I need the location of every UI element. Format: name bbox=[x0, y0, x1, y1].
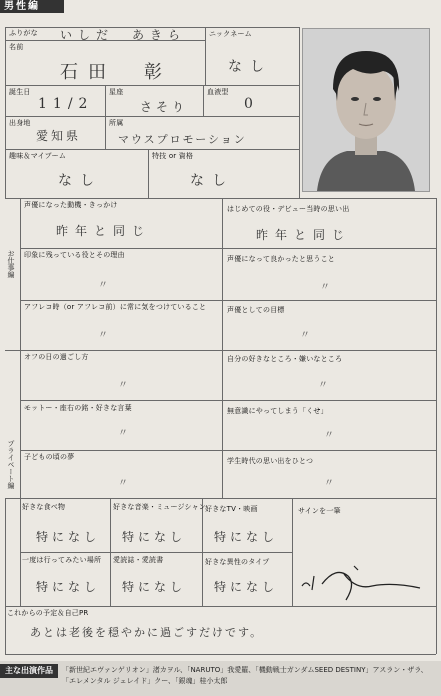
work-section-label: お仕事編 bbox=[7, 250, 15, 278]
nickname-label: ニックネーム bbox=[209, 30, 252, 38]
divider bbox=[5, 654, 436, 655]
work-q3-label: 印象に残っている役とその理由 bbox=[24, 251, 125, 259]
profile-photo bbox=[302, 28, 430, 192]
private-q5-value: 〃 bbox=[118, 478, 128, 489]
work-q1-label: 声優になった動機・きっかけ bbox=[24, 201, 118, 209]
work-q5-label: アフレコ時（or アフレコ前）に常に気をつけていること bbox=[24, 303, 207, 311]
divider bbox=[5, 350, 436, 351]
divider bbox=[20, 198, 21, 350]
furigana-label: ふりがな bbox=[9, 29, 38, 37]
private-q6-label: 学生時代の思い出をひとつ bbox=[227, 457, 314, 465]
music-value: 特になし bbox=[122, 530, 187, 544]
divider bbox=[203, 85, 204, 116]
divider bbox=[5, 606, 436, 607]
private-q5-label: 子どもの頃の夢 bbox=[24, 453, 75, 461]
divider bbox=[292, 498, 293, 606]
place-value: 特になし bbox=[36, 580, 101, 594]
name-label: 名前 bbox=[9, 43, 24, 51]
furigana-value: いしだ あきら bbox=[60, 28, 187, 42]
divider bbox=[148, 149, 149, 198]
divider bbox=[5, 116, 299, 117]
footer-tag: 主な出演作品 bbox=[0, 664, 58, 678]
type-value: 特になし bbox=[214, 580, 279, 594]
private-section-label: プライベート編 bbox=[7, 440, 15, 489]
type-label: 好きな異性のタイプ bbox=[205, 558, 270, 566]
skill-value: なし bbox=[190, 173, 234, 189]
private-q3-label: モットー・座右の銘・好きな言葉 bbox=[24, 404, 132, 412]
blood-label: 血液型 bbox=[207, 88, 229, 96]
blood-value: 0 bbox=[244, 96, 256, 112]
divider bbox=[105, 116, 106, 149]
divider bbox=[5, 27, 6, 198]
divider bbox=[5, 498, 436, 499]
divider bbox=[5, 498, 6, 654]
future-value: あとは老後を穏やかに過ごすだけです。 bbox=[30, 626, 264, 639]
work-q5-value: 〃 bbox=[98, 330, 108, 341]
birthplace-label: 出身地 bbox=[9, 119, 31, 127]
work-q3-value: 〃 bbox=[98, 280, 108, 291]
private-q1-value: 〃 bbox=[118, 380, 128, 391]
hobby-value: なし bbox=[58, 173, 102, 189]
birthday-label: 誕生日 bbox=[9, 88, 31, 96]
work-q6-label: 声優としての目標 bbox=[227, 306, 285, 314]
divider bbox=[436, 498, 437, 654]
birthplace-value: 愛知県 bbox=[36, 129, 82, 143]
food-label: 好きな食べ物 bbox=[22, 503, 66, 511]
work-q1-value: 昨年と同じ bbox=[56, 224, 152, 238]
divider bbox=[5, 198, 436, 199]
tv-value: 特になし bbox=[214, 530, 279, 544]
work-q4-value: 〃 bbox=[320, 282, 330, 293]
divider bbox=[299, 27, 300, 198]
work-q2-label: はじめての役・デビュー当時の思い出 bbox=[227, 205, 350, 213]
work-q6-value: 〃 bbox=[300, 330, 310, 341]
book-label: 愛読誌・愛読書 bbox=[113, 556, 164, 564]
signature-image bbox=[296, 560, 432, 602]
divider bbox=[20, 248, 436, 249]
private-q2-value: 〃 bbox=[318, 380, 328, 391]
private-q3-value: 〃 bbox=[118, 428, 128, 439]
work-q4-label: 声優になって良かったと思うこと bbox=[227, 255, 335, 263]
divider bbox=[5, 149, 299, 150]
divider bbox=[20, 450, 436, 451]
zodiac-label: 星座 bbox=[109, 88, 124, 96]
agency-label: 所属 bbox=[109, 119, 124, 127]
private-q6-value: 〃 bbox=[324, 478, 334, 489]
divider bbox=[436, 198, 437, 498]
divider bbox=[5, 85, 299, 86]
book-value: 特になし bbox=[122, 580, 187, 594]
food-value: 特になし bbox=[36, 530, 101, 544]
divider bbox=[20, 350, 21, 498]
divider bbox=[205, 27, 206, 85]
agency-value: マウスプロモーション bbox=[118, 133, 247, 146]
place-label: 一度は行ってみたい場所 bbox=[22, 556, 102, 564]
tv-label: 好きなTV・映画 bbox=[205, 505, 258, 513]
private-q4-value: 〃 bbox=[324, 430, 334, 441]
divider bbox=[20, 400, 436, 401]
nickname-value: なし bbox=[228, 59, 272, 75]
private-q2-label: 自分の好きなところ・嫌いなところ bbox=[227, 355, 343, 363]
divider bbox=[222, 350, 223, 498]
divider bbox=[20, 552, 292, 553]
divider bbox=[105, 85, 106, 116]
hobby-label: 趣味＆マイブーム bbox=[9, 152, 67, 160]
private-q1-label: オフの日の過ごし方 bbox=[24, 353, 89, 361]
signature-label: サインを一筆 bbox=[298, 507, 341, 515]
birthday-value: 11/2 bbox=[38, 96, 94, 112]
portrait-image bbox=[303, 29, 429, 191]
footer-credits: 「新世紀エヴァンゲリオン」渚カヲル、「NARUTO」我愛羅、「機動戦士ガンダムSEED DESTINY」アスラン・ザラ、「エレメンタル ジェレイド」クー、「銀魂」桂小太郎 bbox=[62, 666, 428, 685]
name-value: 石田 彰 bbox=[60, 62, 172, 83]
section-title: 男性編 bbox=[0, 0, 64, 13]
future-label: これからの予定＆自己PR bbox=[7, 609, 89, 617]
zodiac-value: さそり bbox=[140, 100, 189, 114]
divider bbox=[20, 300, 436, 301]
skill-label: 特技 or 資格 bbox=[152, 152, 194, 160]
divider bbox=[222, 198, 223, 350]
private-q4-label: 無意識にやってしまう「くせ」 bbox=[227, 407, 328, 415]
work-q2-value: 昨年と同じ bbox=[256, 228, 352, 242]
music-label: 好きな音楽・ミュージシャン bbox=[113, 503, 207, 511]
